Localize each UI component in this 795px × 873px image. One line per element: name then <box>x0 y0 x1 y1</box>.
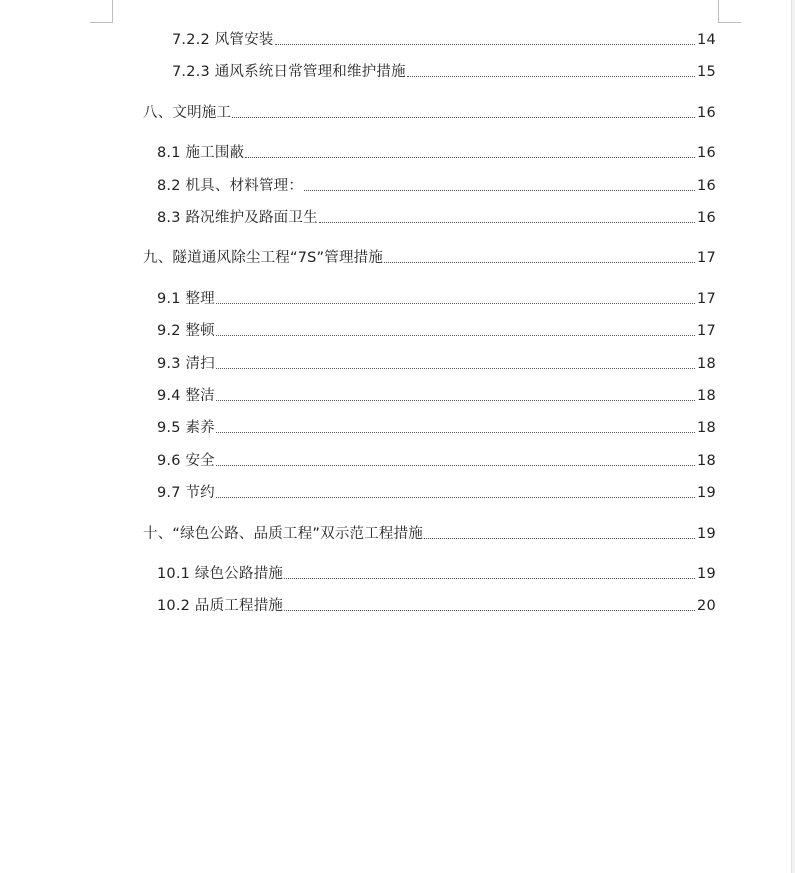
toc-entry-page-number: 18 <box>696 453 716 469</box>
toc-entry[interactable] <box>157 452 716 470</box>
toc-dot-leader <box>216 302 695 304</box>
toc-dot-leader <box>245 156 695 158</box>
toc-entry-page-number: 18 <box>696 420 716 436</box>
toc-entry-label: 八、文明施工 <box>143 105 232 121</box>
toc-entry-label: 十、“绿色公路、品质工程”双示范工程措施 <box>143 526 424 542</box>
toc-entry[interactable] <box>157 419 716 437</box>
toc-entry-page-number: 16 <box>696 105 716 121</box>
toc-entry[interactable] <box>157 144 716 162</box>
toc-entry-page-number: 19 <box>696 485 716 501</box>
toc-entry-page-number: 19 <box>696 566 716 582</box>
toc-entry-label: 8.1 施工围蔽 <box>157 145 245 161</box>
toc-entry[interactable] <box>157 565 716 583</box>
toc-entry-page-number: 15 <box>696 64 716 80</box>
toc-dot-leader <box>384 261 695 263</box>
toc-entry-page-number: 18 <box>696 356 716 372</box>
toc-entry[interactable] <box>157 177 716 195</box>
toc-entry[interactable] <box>157 322 716 340</box>
toc-dot-leader <box>304 189 695 191</box>
toc-entry[interactable] <box>143 525 716 543</box>
toc-entry-label: 9.5 素养 <box>157 420 215 436</box>
toc-dot-leader <box>216 496 695 498</box>
toc-entry[interactable] <box>157 290 716 308</box>
page-right-edge <box>791 0 795 873</box>
toc-dot-leader <box>319 221 695 223</box>
toc-entry[interactable] <box>157 209 716 227</box>
toc-dot-leader <box>232 116 695 118</box>
toc-entry-page-number: 14 <box>696 32 716 48</box>
toc-dot-leader <box>424 537 695 539</box>
toc-entry-label: 9.2 整顿 <box>157 323 215 339</box>
toc-dot-leader <box>216 431 695 433</box>
toc-entry[interactable] <box>143 249 716 267</box>
toc-dot-leader <box>216 464 695 466</box>
toc-entry[interactable] <box>157 355 716 373</box>
toc-dot-leader <box>284 577 695 579</box>
toc-entry-label: 7.2.2 风管安装 <box>172 32 274 48</box>
toc-entry-label: 9.6 安全 <box>157 453 215 469</box>
toc-entry-page-number: 16 <box>696 210 716 226</box>
toc-entry-page-number: 16 <box>696 145 716 161</box>
toc-entry[interactable] <box>157 597 716 615</box>
toc-entry-label: 8.3 路况维护及路面卫生 <box>157 210 318 226</box>
toc-entry-label: 10.1 绿色公路措施 <box>157 566 284 582</box>
toc-entry-page-number: 16 <box>696 178 716 194</box>
toc-entry-label: 7.2.3 通风系统日常管理和维护措施 <box>172 64 406 80</box>
toc-entry-page-number: 17 <box>696 250 716 266</box>
toc-entry-label: 九、隧道通风除尘工程“7S”管理措施 <box>143 250 384 266</box>
toc-entry-label: 9.3 清扫 <box>157 356 215 372</box>
page-corner-mark-right <box>718 0 741 23</box>
toc-entry[interactable] <box>157 484 716 502</box>
toc-dot-leader <box>407 75 695 77</box>
toc-entry[interactable] <box>143 104 716 122</box>
toc-entry[interactable] <box>157 387 716 405</box>
toc-dot-leader <box>216 334 695 336</box>
toc-entry-page-number: 17 <box>696 291 716 307</box>
toc-entry-page-number: 17 <box>696 323 716 339</box>
toc-entry-label: 8.2 机具、材料管理： <box>157 178 304 194</box>
toc-entry-label: 9.4 整洁 <box>157 388 215 404</box>
toc-entry[interactable] <box>172 63 716 81</box>
toc-dot-leader <box>284 609 695 611</box>
toc-entry-page-number: 19 <box>696 526 716 542</box>
toc-entry-label: 9.7 节约 <box>157 485 215 501</box>
toc-dot-leader <box>216 367 695 369</box>
toc-dot-leader <box>216 399 695 401</box>
toc-entry-page-number: 18 <box>696 388 716 404</box>
page-corner-mark-left <box>90 0 113 23</box>
toc-entry-label: 9.1 整理 <box>157 291 215 307</box>
toc-dot-leader <box>275 43 695 45</box>
toc-entry[interactable] <box>172 31 716 49</box>
toc-entry-page-number: 20 <box>696 598 716 614</box>
toc-entry-label: 10.2 品质工程措施 <box>157 598 284 614</box>
